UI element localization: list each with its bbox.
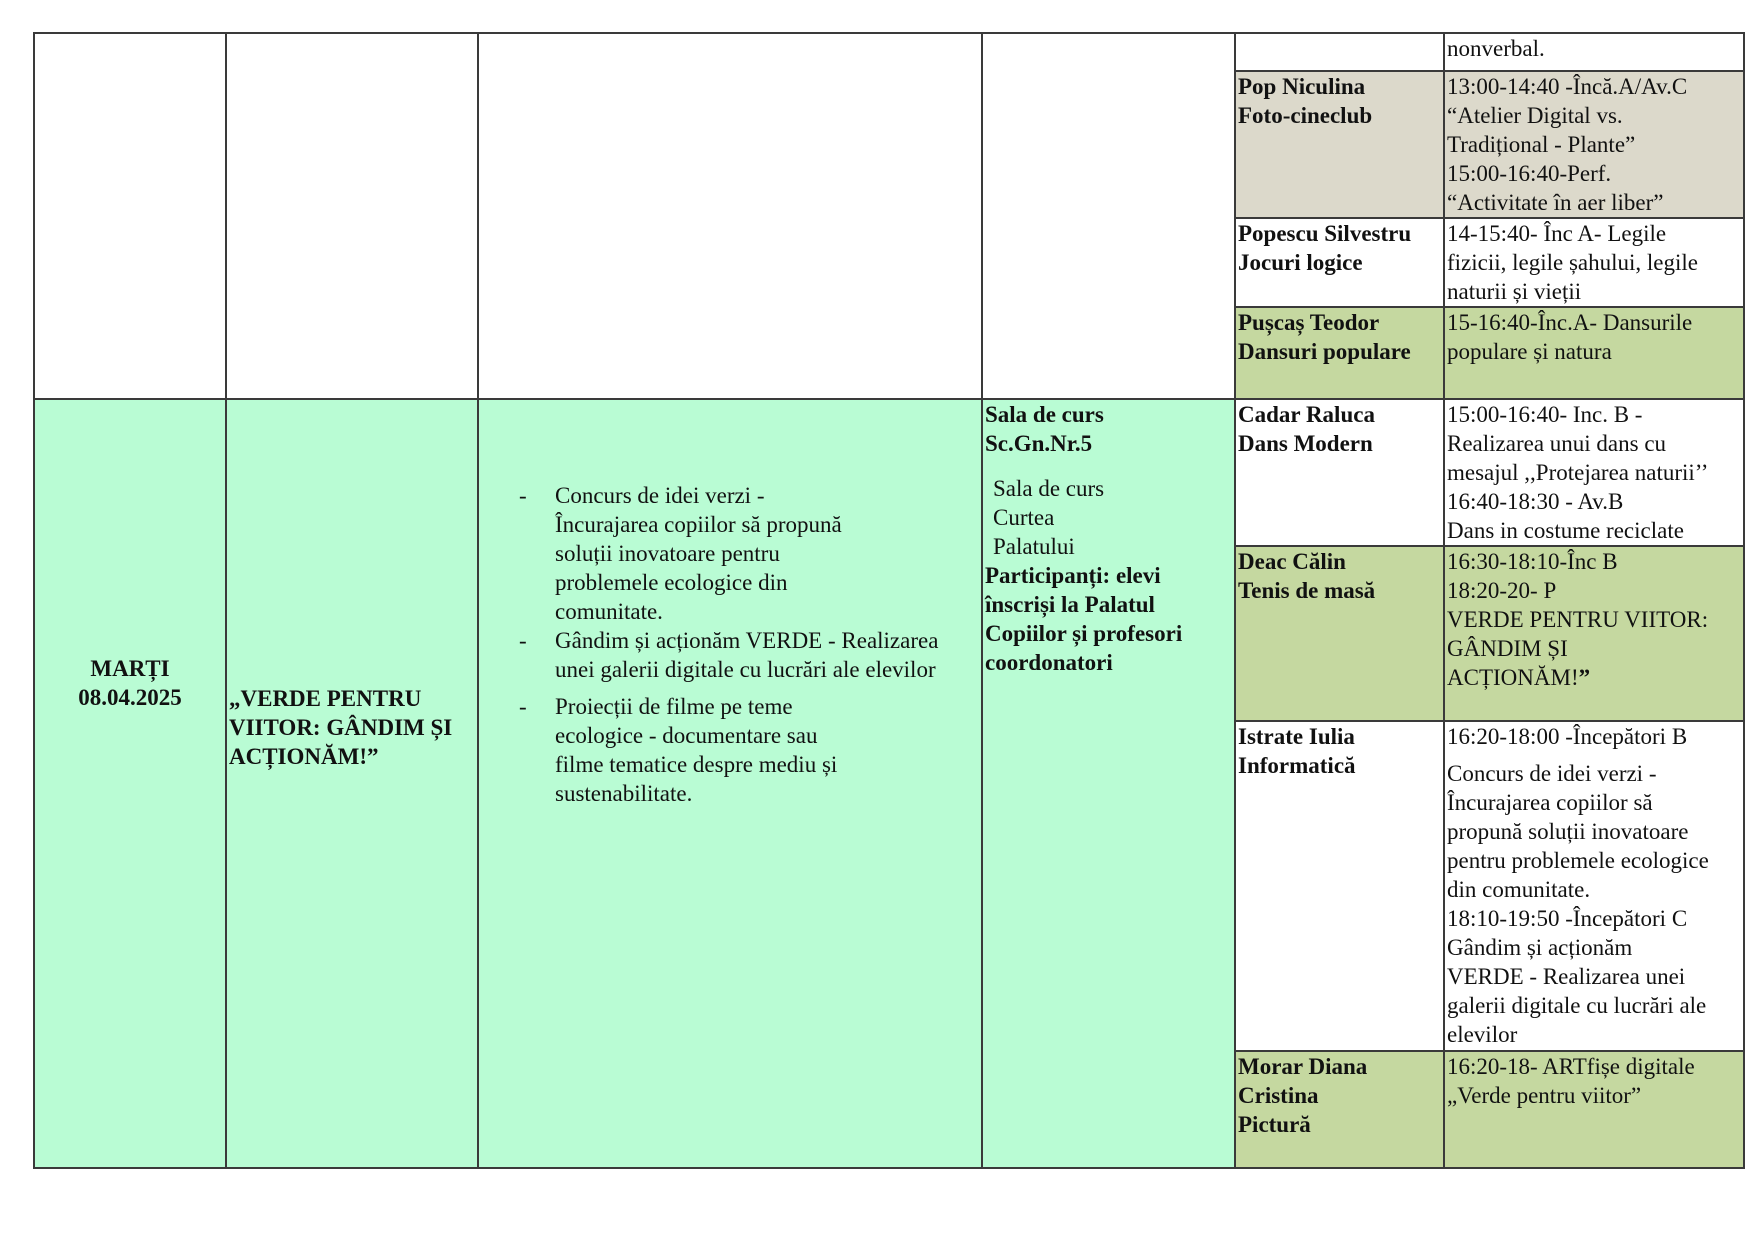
top-theme-cell xyxy=(226,33,478,399)
teacher-cell xyxy=(1235,399,1444,546)
teacher-cell xyxy=(1235,71,1444,218)
teacher-name: Popescu Silvestru xyxy=(1238,221,1412,246)
club-name: Pictură xyxy=(1238,1112,1311,1137)
activity-detail-cell xyxy=(1444,33,1744,71)
location-cell xyxy=(982,399,1235,1168)
detail-line: nonverbal. xyxy=(1447,36,1545,61)
detail-line: GÂNDIM ȘI xyxy=(1447,636,1568,661)
detail-line: “Activitate în aer liber” xyxy=(1447,190,1664,215)
detail-line: din comunitate. xyxy=(1447,877,1591,902)
weekday: MARȚI xyxy=(90,655,170,681)
detail-line: 18:10-19:50 -Începători C xyxy=(1447,906,1688,931)
club-name: Foto-cineclub xyxy=(1238,103,1373,128)
day-cell xyxy=(34,399,226,1168)
location-line: Palatului xyxy=(993,534,1075,559)
activity-item: - Proiecții de filme pe teme ecologice - documentare sau filme tematice despre mediu și sustenabilitate. xyxy=(519,694,838,806)
detail-line: 15:00-16:40- Inc. B - xyxy=(1447,402,1643,427)
activity-detail-cell xyxy=(1444,71,1744,218)
detail-line: VERDE PENTRU VIITOR: xyxy=(1447,607,1709,632)
detail-line: Concurs de idei verzi - xyxy=(1447,761,1657,786)
club-name: Jocuri logice xyxy=(1238,250,1363,275)
theme-line: VIITOR: GÂNDIM ȘI xyxy=(229,714,453,740)
detail-line: 16:30-18:10-Înc B xyxy=(1447,549,1618,574)
participants-line: Copiilor și profesori xyxy=(985,621,1183,646)
schedule-table xyxy=(33,32,1745,1169)
detail-line: populare și natura xyxy=(1447,339,1612,364)
club-name: Dans Modern xyxy=(1238,431,1373,456)
teacher-name: Pop Niculina xyxy=(1238,74,1366,99)
detail-line: 16:20-18- ARTfișe digitale xyxy=(1447,1054,1695,1079)
club-name: Informatică xyxy=(1238,753,1356,778)
day-row-1 xyxy=(34,399,1744,546)
location-line: Curtea xyxy=(993,505,1055,530)
teacher-cell xyxy=(1235,33,1444,71)
detail-line: 14-15:40- Înc A- Legile xyxy=(1447,221,1667,246)
teacher-name: Deac Călin xyxy=(1238,549,1346,574)
activity-item: - Gândim și acționăm VERDE - Realizarea unei galerii digitale cu lucrări ale elevilor xyxy=(519,628,939,682)
theme-cell xyxy=(226,399,478,1168)
detail-line: Realizarea unui dans cu xyxy=(1447,431,1667,456)
location-line: Sc.Gn.Nr.5 xyxy=(985,431,1093,456)
detail-line: naturii și vieții xyxy=(1447,279,1582,304)
teacher-name: Morar Diana xyxy=(1238,1054,1368,1079)
club-name: Dansuri populare xyxy=(1238,339,1411,364)
detail-line: elevilor xyxy=(1447,1022,1518,1047)
club-name: Tenis de masă xyxy=(1238,578,1376,603)
teacher-cell xyxy=(1235,218,1444,307)
top-location-cell xyxy=(982,33,1235,399)
detail-line: 15-16:40-Înc.A- Dansurile xyxy=(1447,310,1693,335)
teacher-name: Istrate Iulia xyxy=(1238,724,1355,749)
detail-line: 16:40-18:30 - Av.B xyxy=(1447,489,1624,514)
detail-line: Tradițional - Plante” xyxy=(1447,132,1636,157)
teacher-name: Pușcaș Teodor xyxy=(1238,310,1380,335)
top-row-1 xyxy=(34,33,1744,71)
detail-line: 16:20-18:00 -Începători B xyxy=(1447,724,1688,749)
top-day-cell xyxy=(34,33,226,399)
detail-line: 13:00-14:40 -Încă.A/Av.C xyxy=(1447,74,1688,99)
detail-line: galerii digitale cu lucrări ale xyxy=(1447,993,1707,1018)
detail-line: “Atelier Digital vs. xyxy=(1447,103,1623,128)
detail-line: VERDE - Realizarea unei xyxy=(1447,964,1686,989)
date: 08.04.2025 xyxy=(78,684,182,710)
location-line: Sala de curs xyxy=(985,402,1104,427)
activity-detail-cell xyxy=(1444,399,1744,546)
teacher-cell xyxy=(1235,1051,1444,1168)
activity-detail-cell xyxy=(1444,218,1744,307)
activity-detail-cell xyxy=(1444,546,1744,721)
activity-detail-cell xyxy=(1444,721,1744,1051)
activity-detail-cell xyxy=(1444,1051,1744,1168)
participants-line: Participanți: elevi xyxy=(985,563,1161,588)
participants-line: înscriși la Palatul xyxy=(985,592,1155,617)
teacher-name: Cadar Raluca xyxy=(1238,402,1375,427)
teacher-cell xyxy=(1235,546,1444,721)
detail-line: Gândim și acționăm xyxy=(1447,935,1633,960)
detail-line: 18:20-20- P xyxy=(1447,578,1557,603)
detail-line: ACȚIONĂM!” xyxy=(1447,665,1591,690)
theme-line: „VERDE PENTRU xyxy=(229,685,422,711)
activities-cell xyxy=(478,399,982,1168)
teacher-name: Cristina xyxy=(1238,1083,1319,1108)
detail-line: fizicii, legile șahului, legile xyxy=(1447,250,1699,275)
detail-line: propună soluții inovatoare xyxy=(1447,819,1689,844)
detail-line: 15:00-16:40-Perf. xyxy=(1447,161,1612,186)
detail-line: Dans in costume reciclate xyxy=(1447,518,1684,543)
teacher-cell xyxy=(1235,307,1444,399)
top-activities-cell xyxy=(478,33,982,399)
detail-line: pentru problemele ecologice xyxy=(1447,848,1709,873)
activity-detail-cell xyxy=(1444,307,1744,399)
detail-line: Încurajarea copiilor să xyxy=(1447,790,1653,815)
detail-line: mesajul ,,Protejarea naturii’’ xyxy=(1447,460,1709,485)
location-line: Sala de curs xyxy=(993,476,1105,501)
theme-line: ACȚIONĂM!” xyxy=(229,743,379,769)
activity-item: - Concurs de idei verzi - Încurajarea copiilor să propună soluții inovatoare pentru problemele ecologice din comunitate. xyxy=(519,483,842,624)
detail-line: „Verde pentru viitor” xyxy=(1447,1083,1642,1108)
teacher-cell xyxy=(1235,721,1444,1051)
participants-line: coordonatori xyxy=(985,650,1113,675)
